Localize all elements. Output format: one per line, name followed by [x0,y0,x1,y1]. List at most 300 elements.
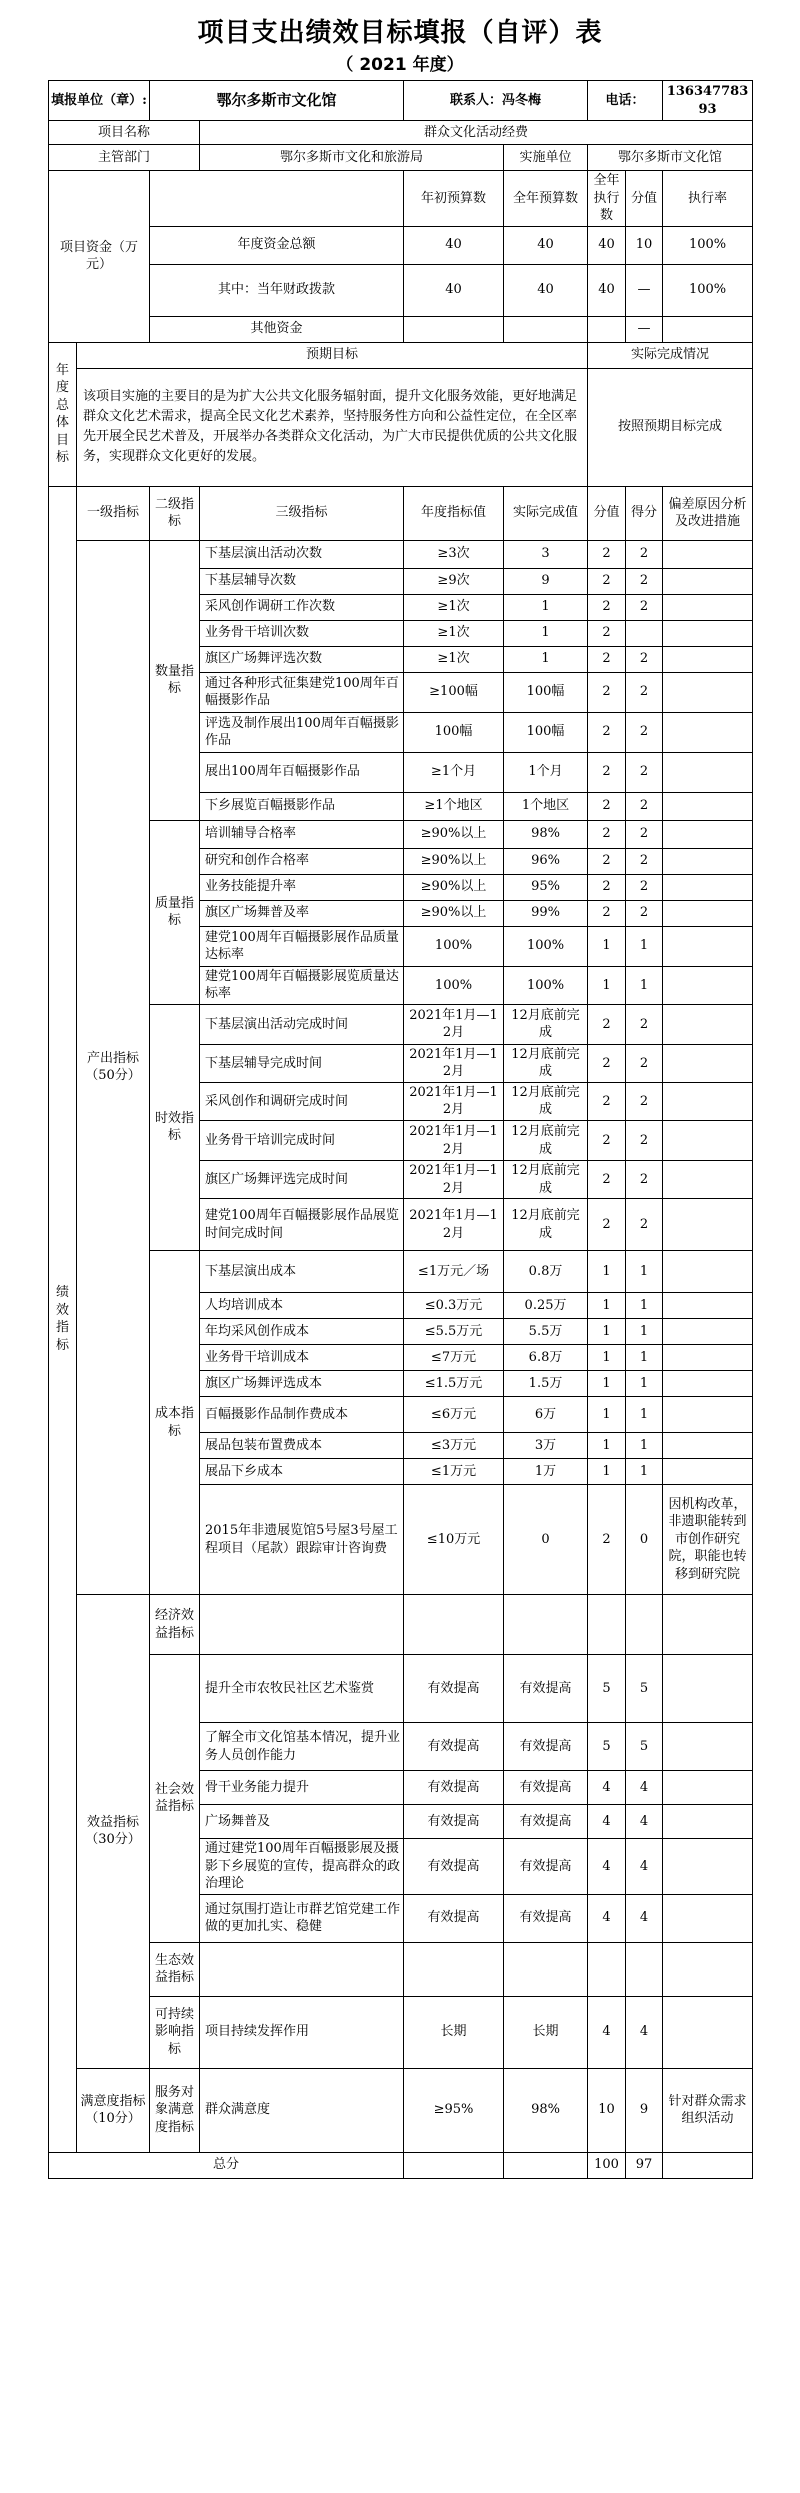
indicator-got: 1 [626,1251,663,1293]
indicator-actual: 95% [504,874,588,900]
indicator-actual: 0.25万 [504,1293,588,1319]
indicator-got: 1 [626,1293,663,1319]
indicator-note [663,900,753,926]
indicator-name: 了解全市文化馆基本情况，提升业务人员创作能力 [200,1723,404,1771]
empty-cell [404,1595,504,1655]
indicator-got: 2 [626,820,663,848]
indicator-score: 1 [588,1397,626,1433]
performance-table [48,80,753,2179]
funds-cell: 100% [663,226,753,264]
impl-value: 鄂尔多斯市文化馆 [588,145,753,171]
indicator-got: 2 [626,874,663,900]
indicator-target: ≤3万元 [404,1433,504,1459]
indicator-score: 4 [588,1771,626,1805]
indicator-actual: 100% [504,926,588,966]
indicator-actual: 12月底前完成 [504,1121,588,1161]
indicator-actual: 6万 [504,1397,588,1433]
indicator-actual: 3万 [504,1433,588,1459]
indicator-got: 1 [626,1371,663,1397]
indicator-target: 2021年1月—12月 [404,1044,504,1082]
indicator-score: 2 [588,1004,626,1044]
total-got: 97 [626,2152,663,2178]
indicator-got: 2 [626,540,663,568]
indicator-name: 业务骨干培训完成时间 [200,1121,404,1161]
indicator-actual: 12月底前完成 [504,1161,588,1199]
funds-header-1: 全年预算数 [504,171,588,227]
indicator-name: 培训辅导合格率 [200,820,404,848]
indicator-note [663,848,753,874]
indicator-actual: 100幅 [504,672,588,712]
time-label: 时效指标 [150,1004,200,1250]
indicator-name: 年均采风创作成本 [200,1319,404,1345]
project-name-label: 项目名称 [49,121,200,145]
indicator-name: 展出100周年百幅摄影作品 [200,752,404,792]
indicator-name: 业务技能提升率 [200,874,404,900]
funds-row-name: 年度资金总额 [150,226,404,264]
perf-header-1: 二级指标 [150,486,200,540]
indicator-score: 10 [588,2068,626,2152]
indicator-actual: 12月底前完成 [504,1082,588,1120]
sustain-label: 可持续影响指标 [150,1996,200,2068]
indicator-got: 1 [626,1319,663,1345]
indicator-target: 2021年1月—12月 [404,1082,504,1120]
indicator-score: 2 [588,792,626,820]
indicator-actual: 100幅 [504,712,588,752]
funds-header-3: 分值 [626,171,663,227]
indicator-actual: 1 [504,646,588,672]
indicator-name: 下基层辅导次数 [200,568,404,594]
indicator-name: 展品包装布置费成本 [200,1433,404,1459]
indicator-actual: 0.8万 [504,1251,588,1293]
indicator-score: 2 [588,1082,626,1120]
indicator-score: 5 [588,1655,626,1723]
perf-header-2: 三级指标 [200,486,404,540]
table-row [49,1655,753,1723]
indicator-target: ≥1个月 [404,752,504,792]
indicator-note [663,1044,753,1082]
indicator-note [663,1723,753,1771]
indicator-actual: 1个月 [504,752,588,792]
indicator-got: 2 [626,1082,663,1120]
indicator-got: 4 [626,1894,663,1942]
indicator-target: ≤1万元 [404,1459,504,1485]
indicator-target: ≥9次 [404,568,504,594]
indicator-target: 有效提高 [404,1723,504,1771]
indicator-got: 2 [626,568,663,594]
indicator-note [663,1251,753,1293]
actual-goal-text: 按照预期目标完成 [588,368,753,486]
indicator-actual: 有效提高 [504,1723,588,1771]
indicator-target: 长期 [404,1996,504,2068]
indicator-name: 旗区广场舞评选完成时间 [200,1161,404,1199]
table-row [49,2068,753,2152]
total-note [663,2152,753,2178]
funds-cell: 40 [504,264,588,316]
indicator-note [663,752,753,792]
indicator-target: ≥1次 [404,646,504,672]
indicator-note [663,1161,753,1199]
indicator-name: 下基层演出活动次数 [200,540,404,568]
indicator-actual: 12月底前完成 [504,1044,588,1082]
cost-label: 成本指标 [150,1251,200,1595]
indicator-name: 项目持续发挥作用 [200,1996,404,2068]
project-name-value: 群众文化活动经费 [200,121,753,145]
indicator-actual: 有效提高 [504,1805,588,1839]
indicator-note: 因机构改革，非遗职能转到市创作研究院，职能也转移到研究院 [663,1485,753,1595]
indicator-name: 旗区广场舞评选成本 [200,1371,404,1397]
funds-cell: 40 [404,264,504,316]
indicator-note [663,1397,753,1433]
indicator-target: ≤5.5万元 [404,1319,504,1345]
funds-cell: — [626,264,663,316]
indicator-target: 有效提高 [404,1805,504,1839]
funds-cell [588,316,626,342]
indicator-got [626,620,663,646]
indicator-score: 2 [588,900,626,926]
indicator-score: 2 [588,672,626,712]
indicator-actual: 98% [504,820,588,848]
indicator-note [663,594,753,620]
indicator-name: 骨干业务能力提升 [200,1771,404,1805]
indicator-got: 4 [626,1839,663,1895]
service-label: 服务对象满意度指标 [150,2068,200,2152]
indicator-actual: 3 [504,540,588,568]
indicator-target: 2021年1月—12月 [404,1199,504,1251]
table-row [49,1251,753,1293]
total-label: 总分 [49,2152,404,2178]
table-row [49,1942,753,1996]
indicator-got: 1 [626,1433,663,1459]
indicator-score: 2 [588,620,626,646]
reporter-label: 填报单位（章）: [49,81,150,121]
indicator-note [663,1839,753,1895]
indicator-name: 通过氛围打造让市群艺馆党建工作做的更加扎实、稳健 [200,1894,404,1942]
funds-cell: — [626,316,663,342]
empty-cell [588,1595,626,1655]
indicator-name: 旗区广场舞普及率 [200,900,404,926]
indicator-score: 1 [588,1251,626,1293]
perf-header-4: 实际完成值 [504,486,588,540]
indicator-name: 采风创作和调研完成时间 [200,1082,404,1120]
contact-label: 联系人：冯冬梅 [404,81,588,121]
indicator-name: 群众满意度 [200,2068,404,2152]
indicator-actual: 9 [504,568,588,594]
indicator-note [663,712,753,752]
indicator-name: 建党100周年百幅摄影展览质量达标率 [200,966,404,1004]
indicator-actual: 有效提高 [504,1894,588,1942]
indicator-name: 人均培训成本 [200,1293,404,1319]
indicator-note [663,620,753,646]
indicator-note [663,1082,753,1120]
indicator-score: 4 [588,1894,626,1942]
indicator-score: 4 [588,1839,626,1895]
indicator-note [663,1121,753,1161]
indicator-got: 4 [626,1805,663,1839]
reporter-value: 鄂尔多斯市文化馆 [150,81,404,121]
empty-cell [626,1942,663,1996]
indicator-note: 针对群众需求组织活动 [663,2068,753,2152]
funds-header-0: 年初预算数 [404,171,504,227]
indicator-note [663,1199,753,1251]
indicator-target: 有效提高 [404,1655,504,1723]
empty-cell [626,1595,663,1655]
indicator-score: 2 [588,752,626,792]
perf-header-6: 得分 [626,486,663,540]
indicator-actual: 12月底前完成 [504,1004,588,1044]
perf-header-0: 一级指标 [77,486,150,540]
indicator-target: 有效提高 [404,1839,504,1895]
funds-cell: 10 [626,226,663,264]
indicator-actual: 长期 [504,1996,588,2068]
table-body [49,81,753,2179]
indicator-got: 5 [626,1655,663,1723]
indicator-got: 2 [626,792,663,820]
indicator-actual: 12月底前完成 [504,1199,588,1251]
funds-cell: 40 [588,264,626,316]
table-row [49,820,753,848]
indicator-actual: 96% [504,848,588,874]
indicator-got: 0 [626,1485,663,1595]
empty-cell [588,1942,626,1996]
indicator-actual: 0 [504,1485,588,1595]
indicator-score: 1 [588,1345,626,1371]
indicator-score: 2 [588,646,626,672]
indicator-name: 评选及制作展出100周年百幅摄影作品 [200,712,404,752]
indicator-score: 2 [588,594,626,620]
table-row [49,1004,753,1044]
indicator-target: ≥90%以上 [404,874,504,900]
indicator-name: 采风创作调研工作次数 [200,594,404,620]
indicator-actual: 5.5万 [504,1319,588,1345]
phone-value: 13634778393 [663,81,753,121]
indicator-target: ≥1次 [404,620,504,646]
indicator-target: 有效提高 [404,1894,504,1942]
empty-cell [504,1595,588,1655]
indicator-actual: 1个地区 [504,792,588,820]
year-subtitle: （ 2021 年度） [336,55,464,75]
funds-cell: 40 [404,226,504,264]
indicator-target: ≥100幅 [404,672,504,712]
indicator-name: 广场舞普及 [200,1805,404,1839]
indicator-name: 下基层辅导完成时间 [200,1044,404,1082]
total-score: 100 [588,2152,626,2178]
funds-header-2: 全年执行数 [588,171,626,227]
indicator-target: 2021年1月—12月 [404,1121,504,1161]
page-title: 项目支出绩效目标填报（自评）表 [197,18,603,48]
indicator-note [663,540,753,568]
indicator-score: 2 [588,848,626,874]
indicator-score: 4 [588,1996,626,2068]
indicator-name: 建党100周年百幅摄影展作品展览时间完成时间 [200,1199,404,1251]
indicator-note [663,646,753,672]
effect-label: 效益指标（30分） [77,1595,150,2069]
indicator-got: 4 [626,1996,663,2068]
funds-cell: 40 [504,226,588,264]
indicator-got: 1 [626,966,663,1004]
expected-goal-text: 该项目实施的主要目的是为扩大公共文化服务辐射面，提升文化服务效能，更好地满足群众文化艺术需求，提高全民文化艺术素养，坚持服务性方向和公益性定位，在全区率先开展全民艺术普及，开展举办各类群众文化活动，为广大市民提供优质的公共文化服务，实现群众文化更好的发展。 [77,368,588,486]
expected-goal-label: 预期目标 [77,342,588,368]
indicator-note [663,792,753,820]
indicator-got: 2 [626,900,663,926]
indicator-score: 2 [588,712,626,752]
empty-cell [663,1595,753,1655]
indicator-got: 4 [626,1771,663,1805]
satisfaction-label: 满意度指标（10分） [77,2068,150,2152]
indicator-name: 研究和创作合格率 [200,848,404,874]
empty-cell [663,1942,753,1996]
eco-label: 生态效益指标 [150,1942,200,1996]
total-blank [504,2152,588,2178]
indicator-note [663,568,753,594]
funds-row-name: 其中：当年财政拨款 [150,264,404,316]
indicator-score: 1 [588,1459,626,1485]
indicator-got: 2 [626,848,663,874]
actual-goal-label: 实际完成情况 [588,342,753,368]
indicator-score: 2 [588,1161,626,1199]
indicator-score: 2 [588,1044,626,1082]
indicator-note [663,966,753,1004]
funds-cell [404,316,504,342]
funds-cell: 100% [663,264,753,316]
indicator-target: ≥95% [404,2068,504,2152]
indicator-target: ≤1万元／场 [404,1251,504,1293]
indicator-actual: 1万 [504,1459,588,1485]
indicator-note [663,1996,753,2068]
indicator-score: 2 [588,820,626,848]
indicator-actual: 1 [504,594,588,620]
indicator-target: ≤10万元 [404,1485,504,1595]
indicator-name: 展品下乡成本 [200,1459,404,1485]
indicator-name: 通过建党100周年百幅摄影展及摄影下乡展览的宣传，提高群众的政治理论 [200,1839,404,1895]
indicator-got: 2 [626,712,663,752]
indicator-name: 下基层演出成本 [200,1251,404,1293]
indicator-name: 下基层演出活动完成时间 [200,1004,404,1044]
indicator-score: 2 [588,874,626,900]
indicator-got: 1 [626,1459,663,1485]
indicator-actual: 99% [504,900,588,926]
indicator-target: 2021年1月—12月 [404,1004,504,1044]
perf-label: 绩效指标 [49,486,77,2152]
total-blank [404,2152,504,2178]
indicator-score: 1 [588,1293,626,1319]
indicator-name: 建党100周年百幅摄影展作品质量达标率 [200,926,404,966]
goals-label: 年度总体目标 [49,342,77,486]
indicator-got: 2 [626,594,663,620]
indicator-actual: 有效提高 [504,1839,588,1895]
funds-row-name: 其他资金 [150,316,404,342]
indicator-got: 5 [626,1723,663,1771]
empty-cell [200,1595,404,1655]
perf-header-7: 偏差原因分析及改进措施 [663,486,753,540]
indicator-name: 业务骨干培训次数 [200,620,404,646]
indicator-score: 2 [588,540,626,568]
indicator-note [663,926,753,966]
indicator-score: 1 [588,926,626,966]
indicator-target: 2021年1月—12月 [404,1161,504,1199]
empty-cell [200,1942,404,1996]
table-row [49,1996,753,2068]
indicator-target: ≥90%以上 [404,848,504,874]
indicator-score: 4 [588,1805,626,1839]
indicator-note [663,1894,753,1942]
indicator-got: 9 [626,2068,663,2152]
indicator-got: 1 [626,1397,663,1433]
indicator-target: ≥3次 [404,540,504,568]
indicator-note [663,1805,753,1839]
social-label: 社会效益指标 [150,1655,200,1943]
output-label: 产出指标（50分） [77,540,150,1594]
indicator-note [663,874,753,900]
indicator-got: 2 [626,646,663,672]
indicator-target: ≥90%以上 [404,820,504,848]
indicator-note [663,1293,753,1319]
perf-header-5: 分值 [588,486,626,540]
indicator-note [663,1771,753,1805]
funds-label: 项目资金（万元） [49,171,150,343]
indicator-actual: 100% [504,966,588,1004]
indicator-actual: 1 [504,620,588,646]
indicator-actual: 6.8万 [504,1345,588,1371]
dept-value: 鄂尔多斯市文化和旅游局 [200,145,504,171]
funds-header-4: 执行率 [663,171,753,227]
indicator-got: 2 [626,1199,663,1251]
indicator-name: 提升全市农牧民社区艺术鉴赏 [200,1655,404,1723]
indicator-actual: 98% [504,2068,588,2152]
indicator-note [663,1345,753,1371]
funds-cell: 40 [588,226,626,264]
indicator-got: 2 [626,752,663,792]
indicator-target: ≥90%以上 [404,900,504,926]
indicator-note [663,1371,753,1397]
quantity-label: 数量指标 [150,540,200,820]
indicator-name: 业务骨干培训成本 [200,1345,404,1371]
indicator-target: ≤0.3万元 [404,1293,504,1319]
total-row [49,2152,753,2178]
indicator-note [663,1459,753,1485]
indicator-target: 100% [404,926,504,966]
indicator-actual: 1.5万 [504,1371,588,1397]
economic-label: 经济效益指标 [150,1595,200,1655]
indicator-name: 旗区广场舞评选次数 [200,646,404,672]
indicator-score: 2 [588,1121,626,1161]
indicator-got: 1 [626,926,663,966]
indicator-target: 有效提高 [404,1771,504,1805]
indicator-target: ≥1个地区 [404,792,504,820]
indicator-score: 1 [588,1371,626,1397]
table-row [49,1595,753,1655]
indicator-target: ≤7万元 [404,1345,504,1371]
perf-header-3: 年度指标值 [404,486,504,540]
indicator-name: 通过各种形式征集建党100周年百幅摄影作品 [200,672,404,712]
funds-cell [504,316,588,342]
dept-label: 主管部门 [49,145,200,171]
indicator-note [663,1655,753,1723]
indicator-note [663,1433,753,1459]
empty-cell [504,1942,588,1996]
indicator-target: ≥1次 [404,594,504,620]
indicator-note [663,672,753,712]
empty-cell [404,1942,504,1996]
indicator-actual: 有效提高 [504,1771,588,1805]
funds-header-blank [150,171,404,227]
impl-label: 实施单位 [504,145,588,171]
indicator-target: ≤1.5万元 [404,1371,504,1397]
indicator-note [663,1319,753,1345]
indicator-target: ≤6万元 [404,1397,504,1433]
indicator-score: 2 [588,1485,626,1595]
indicator-score: 1 [588,1433,626,1459]
indicator-target: 100幅 [404,712,504,752]
